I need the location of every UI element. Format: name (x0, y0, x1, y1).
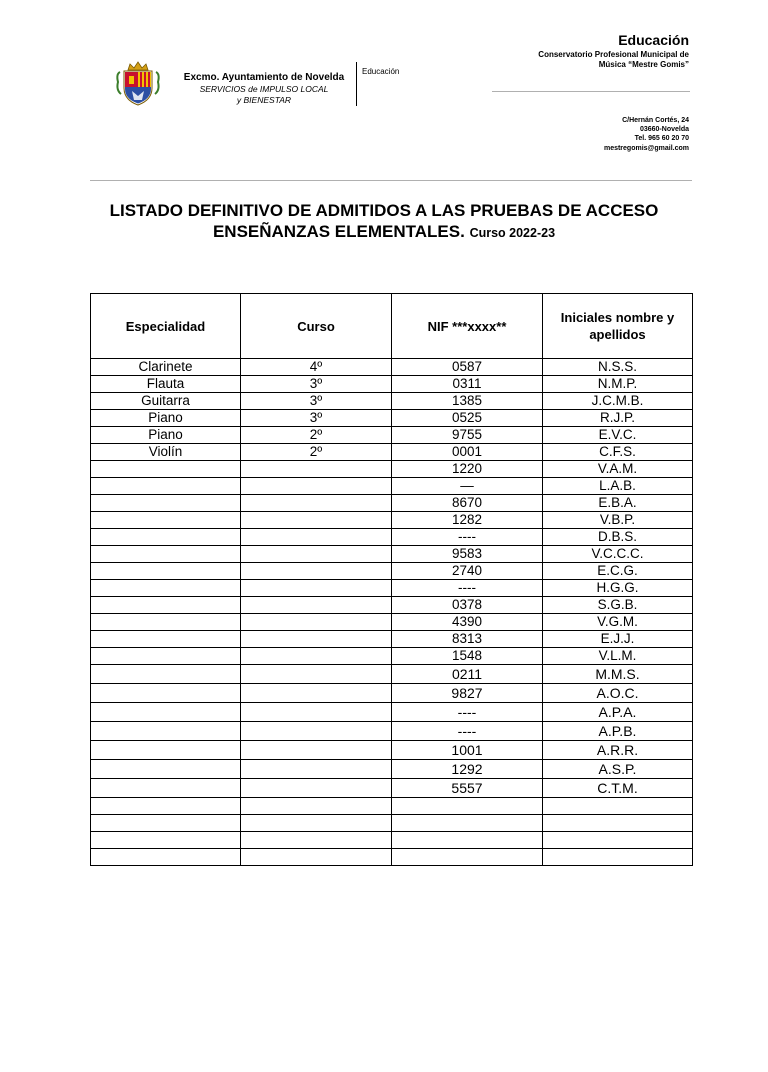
cell-especialidad (91, 580, 241, 597)
cell-curso (241, 722, 392, 741)
cell-iniciales: R.J.P. (543, 410, 693, 427)
cell-nif: 0525 (392, 410, 543, 427)
cell-iniciales: L.A.B. (543, 478, 693, 495)
cell-especialidad (91, 779, 241, 798)
column-header-especialidad: Especialidad (91, 294, 241, 359)
cell-especialidad (91, 529, 241, 546)
cell-curso (241, 832, 392, 849)
table-row (91, 546, 693, 563)
cell-nif: 2740 (392, 563, 543, 580)
table-row (91, 376, 693, 393)
cell-curso: 3º (241, 376, 392, 393)
cell-curso (241, 815, 392, 832)
cell-curso (241, 563, 392, 580)
cell-nif: ---- (392, 529, 543, 546)
organization-name: Excmo. Ayuntamiento de Novelda (183, 72, 345, 83)
cell-nif: 1385 (392, 393, 543, 410)
cell-nif: 9827 (392, 684, 543, 703)
header-divider (356, 62, 357, 106)
cell-nif: 0378 (392, 597, 543, 614)
table-row (91, 849, 693, 866)
table-header-row (91, 294, 693, 359)
cell-especialidad (91, 614, 241, 631)
cell-especialidad: Piano (91, 410, 241, 427)
cell-curso (241, 684, 392, 703)
cell-nif: 0311 (392, 376, 543, 393)
cell-curso (241, 849, 392, 866)
cell-especialidad (91, 684, 241, 703)
cell-nif (392, 832, 543, 849)
department-label: Educación (362, 67, 400, 76)
cell-curso (241, 461, 392, 478)
table-row (91, 359, 693, 376)
cell-nif: ---- (392, 722, 543, 741)
table-row (91, 798, 693, 815)
cell-nif: 8670 (392, 495, 543, 512)
cell-iniciales: A.P.B. (543, 722, 693, 741)
cell-curso: 3º (241, 410, 392, 427)
course-label: Curso 2022-23 (469, 226, 556, 240)
cell-curso (241, 580, 392, 597)
table-row (91, 722, 693, 741)
cell-iniciales: C.T.M. (543, 779, 693, 798)
table-row (91, 648, 693, 665)
table-row (91, 832, 693, 849)
table-row (91, 393, 693, 410)
cell-iniciales: N.S.S. (543, 359, 693, 376)
cell-curso (241, 529, 392, 546)
table-row (91, 563, 693, 580)
cell-nif: 1001 (392, 741, 543, 760)
cell-curso: 4º (241, 359, 392, 376)
cell-especialidad (91, 512, 241, 529)
cell-nif: 1548 (392, 648, 543, 665)
conservatory-name (538, 50, 689, 70)
table-row (91, 665, 693, 684)
title-line1: LISTADO DEFINITIVO DE ADMITIDOS A LAS PRUEBAS DE ACCESO (109, 201, 659, 220)
cell-nif: ---- (392, 580, 543, 597)
cell-iniciales: V.L.M. (543, 648, 693, 665)
table-body (91, 359, 693, 866)
cell-curso (241, 478, 392, 495)
cell-especialidad (91, 461, 241, 478)
cell-especialidad (91, 722, 241, 741)
column-header-curso: Curso (241, 294, 392, 359)
cell-nif: 8313 (392, 631, 543, 648)
cell-iniciales: V.A.M. (543, 461, 693, 478)
cell-curso (241, 703, 392, 722)
conservatory-line2: Música “Mestre Gomis” (598, 60, 689, 69)
cell-especialidad (91, 648, 241, 665)
phone-number: Tel. 965 60 20 70 (634, 135, 689, 143)
cell-iniciales: A.S.P. (543, 760, 693, 779)
cell-especialidad (91, 478, 241, 495)
cell-nif: 5557 (392, 779, 543, 798)
service-name-line2: y BIENESTAR (236, 95, 292, 105)
cell-iniciales: E.C.G. (543, 563, 693, 580)
organization-block (178, 72, 350, 106)
cell-nif: 0211 (392, 665, 543, 684)
cell-nif: 9755 (392, 427, 543, 444)
cell-nif: 1220 (392, 461, 543, 478)
table-row (91, 461, 693, 478)
cell-nif: 9583 (392, 546, 543, 563)
cell-especialidad: Guitarra (91, 393, 241, 410)
header-rule (492, 91, 690, 92)
cell-especialidad (91, 741, 241, 760)
cell-curso (241, 648, 392, 665)
cell-nif: 0587 (392, 359, 543, 376)
cell-nif (392, 815, 543, 832)
cell-curso (241, 546, 392, 563)
cell-especialidad (91, 832, 241, 849)
table-row (91, 760, 693, 779)
cell-curso (241, 597, 392, 614)
cell-iniciales: D.B.S. (543, 529, 693, 546)
table-row (91, 779, 693, 798)
table-row (91, 410, 693, 427)
cell-iniciales (543, 815, 693, 832)
table-row (91, 478, 693, 495)
cell-especialidad (91, 798, 241, 815)
cell-iniciales: E.J.J. (543, 631, 693, 648)
cell-especialidad (91, 563, 241, 580)
cell-curso (241, 798, 392, 815)
title-line2-text: ENSEÑANZAS ELEMENTALES. (212, 222, 465, 241)
table-row (91, 512, 693, 529)
cell-iniciales: V.C.C.C. (543, 546, 693, 563)
cell-especialidad (91, 703, 241, 722)
cell-especialidad (91, 495, 241, 512)
cell-especialidad: Flauta (91, 376, 241, 393)
cell-iniciales: E.B.A. (543, 495, 693, 512)
cell-iniciales: H.G.G. (543, 580, 693, 597)
column-header-iniciales: Iniciales nombre y apellidos (543, 294, 693, 359)
admitted-list-table (90, 293, 693, 866)
cell-curso (241, 665, 392, 684)
service-name-line1: SERVICIOS de IMPULSO LOCAL (199, 84, 329, 94)
cell-nif (392, 849, 543, 866)
table-row (91, 427, 693, 444)
cell-curso (241, 741, 392, 760)
separator-rule (90, 180, 692, 181)
cell-especialidad (91, 849, 241, 866)
postal-code: 03660-Novelda (639, 126, 689, 134)
cell-nif (392, 798, 543, 815)
cell-iniciales (543, 798, 693, 815)
cell-nif: 1282 (392, 512, 543, 529)
novelda-coat-of-arms-logo (114, 60, 162, 108)
cell-especialidad (91, 665, 241, 684)
address: C/Hernán Cortés, 24 (622, 117, 689, 124)
cell-iniciales: V.G.M. (543, 614, 693, 631)
table-row (91, 741, 693, 760)
email-address: mestregomis@gmail.com (603, 144, 689, 152)
table-row (91, 495, 693, 512)
table-row (91, 684, 693, 703)
cell-iniciales: A.P.A. (543, 703, 693, 722)
cell-especialidad (91, 815, 241, 832)
cell-nif: 4390 (392, 614, 543, 631)
table-row (91, 815, 693, 832)
cell-iniciales: A.O.C. (543, 684, 693, 703)
cell-iniciales: A.R.R. (543, 741, 693, 760)
cell-nif: ---- (392, 703, 543, 722)
cell-especialidad: Piano (91, 427, 241, 444)
contact-info (604, 116, 689, 153)
cell-iniciales (543, 849, 693, 866)
document-title (60, 200, 708, 244)
cell-iniciales: M.M.S. (543, 665, 693, 684)
table-row (91, 614, 693, 631)
cell-nif: 1292 (392, 760, 543, 779)
table-row (91, 444, 693, 461)
table-row (91, 580, 693, 597)
cell-iniciales: N.M.P. (543, 376, 693, 393)
cell-especialidad (91, 760, 241, 779)
title-line2 (60, 221, 708, 244)
table-row (91, 529, 693, 546)
cell-curso (241, 512, 392, 529)
section-title: Educación (618, 32, 689, 48)
table-row (91, 631, 693, 648)
cell-curso: 2º (241, 444, 392, 461)
cell-curso (241, 779, 392, 798)
cell-iniciales: C.F.S. (543, 444, 693, 461)
conservatory-line1: Conservatorio Profesional Municipal de (538, 50, 689, 59)
cell-iniciales: E.V.C. (543, 427, 693, 444)
cell-nif: — (392, 478, 543, 495)
cell-especialidad (91, 546, 241, 563)
cell-iniciales: S.G.B. (543, 597, 693, 614)
cell-curso (241, 760, 392, 779)
cell-especialidad (91, 597, 241, 614)
cell-especialidad (91, 631, 241, 648)
cell-iniciales (543, 832, 693, 849)
cell-iniciales: J.C.M.B. (543, 393, 693, 410)
table-row (91, 703, 693, 722)
cell-curso: 2º (241, 427, 392, 444)
table-row (91, 597, 693, 614)
cell-especialidad: Clarinete (91, 359, 241, 376)
cell-iniciales: V.B.P. (543, 512, 693, 529)
cell-nif: 0001 (392, 444, 543, 461)
cell-curso (241, 631, 392, 648)
cell-curso: 3º (241, 393, 392, 410)
cell-especialidad: Violín (91, 444, 241, 461)
cell-curso (241, 614, 392, 631)
cell-curso (241, 495, 392, 512)
column-header-nif: NIF ***xxxx** (392, 294, 543, 359)
